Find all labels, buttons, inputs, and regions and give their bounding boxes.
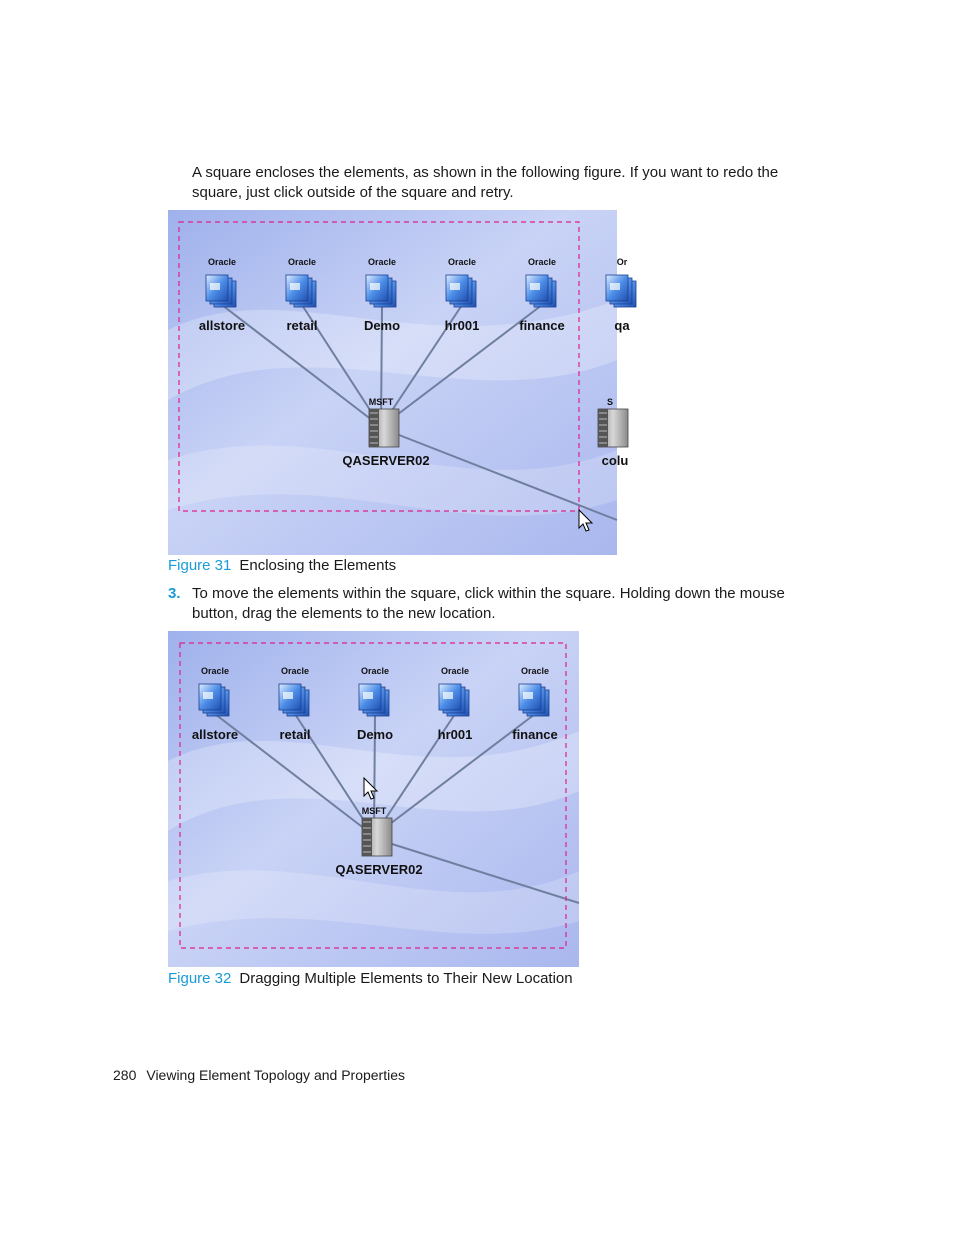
server-icon [598, 409, 628, 447]
figure-32-canvas [168, 631, 579, 967]
database-type-label: Oracle [440, 666, 470, 676]
figure-32-image [168, 631, 579, 967]
database-name-label: Demo [363, 318, 401, 333]
figure-32-label: Figure 32 [168, 970, 232, 987]
figure-32-caption [168, 969, 573, 988]
database-name-label: finance [519, 318, 565, 333]
database-type-label: Oracle [280, 666, 310, 676]
database-name-label: allstore [198, 318, 246, 333]
database-icon [366, 275, 396, 307]
database-type-label: Oracle [287, 257, 317, 267]
server-type-label: S [606, 397, 614, 407]
figure-31-label: Figure 31 [168, 557, 232, 574]
database-type-label: Oracle [200, 666, 230, 676]
figure-31-caption [168, 556, 396, 575]
server-icon [369, 409, 399, 447]
server-icon [362, 818, 392, 856]
database-type-label: Or [616, 257, 628, 267]
figure-32-title: Dragging Multiple Elements to Their New Location [239, 970, 573, 987]
database-icon [206, 275, 236, 307]
database-icon [606, 275, 636, 307]
database-name-label: hr001 [437, 727, 473, 742]
database-name-label: Demo [356, 727, 394, 742]
database-icon [519, 684, 549, 716]
database-name-label: qa [614, 318, 630, 333]
database-name-label: retail [286, 318, 318, 333]
database-type-label: Oracle [207, 257, 237, 267]
database-name-label: allstore [191, 727, 239, 742]
figure-31-image [168, 210, 630, 555]
step-number: 3. [168, 585, 181, 602]
database-icon [446, 275, 476, 307]
step-3-text: To move the elements within the square, click within the square. Holding down the mouse button, drag the elements to the new location. [192, 585, 785, 622]
server-type-label: MSFT [361, 806, 387, 816]
database-icon [199, 684, 229, 716]
database-icon [526, 275, 556, 307]
intro-paragraph: A square encloses the elements, as shown in the following figure. If you want to redo the square, just click outside of the square and retry. [192, 164, 779, 201]
server-name-label: QASERVER02 [342, 453, 430, 468]
database-type-label: Oracle [360, 666, 390, 676]
database-icon [286, 275, 316, 307]
database-name-label: hr001 [444, 318, 480, 333]
database-type-label: Oracle [447, 257, 477, 267]
page-number: 280 [113, 1067, 137, 1083]
database-icon [439, 684, 469, 716]
database-icon [359, 684, 389, 716]
server-type-label: MSFT [368, 397, 394, 407]
database-name-label: retail [279, 727, 311, 742]
section-title: Viewing Element Topology and Properties [146, 1067, 406, 1083]
figure-31-title: Enclosing the Elements [239, 557, 397, 574]
figure-31-canvas [168, 210, 630, 555]
database-type-label: Oracle [367, 257, 397, 267]
page-footer [113, 1067, 405, 1083]
database-type-label: Oracle [527, 257, 557, 267]
database-name-label: finance [512, 727, 558, 742]
server-name-label: QASERVER02 [335, 862, 423, 877]
database-icon [279, 684, 309, 716]
database-type-label: Oracle [520, 666, 550, 676]
server-name-label: colu [601, 453, 629, 468]
